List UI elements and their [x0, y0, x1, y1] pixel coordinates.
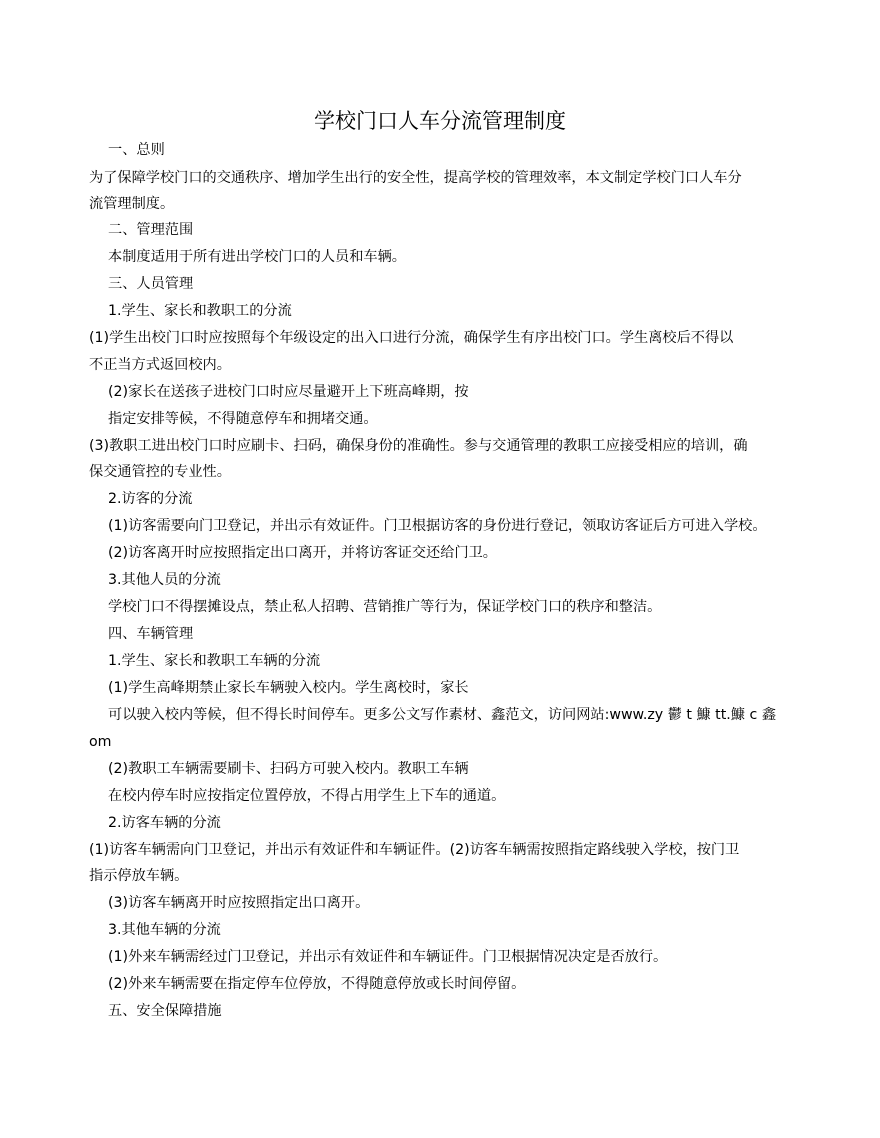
text-line: (2)外来车辆需要在指定停车位停放，不得随意停放或长时间停留。: [108, 976, 526, 992]
text-line: 五、安全保障措施: [108, 1003, 222, 1019]
text-line: 学校门口不得摆摊设点，禁止私人招聘、营销推广等行为，保证学校门口的秩序和整洁。: [108, 599, 662, 615]
text-line: 3.其他车辆的分流: [108, 922, 221, 938]
text-line: 指示停放车辆。: [89, 868, 189, 884]
text-line: 不正当方式返回校内。: [89, 357, 231, 373]
text-line: (2)教职工车辆需要刷卡、扫码方可驶入校内。教职工车辆: [108, 761, 469, 777]
text-line: (1)学生出校门口时应按照每个年级设定的出入口进行分流，确保学生有序出校门口。学生离校后不得以: [89, 330, 734, 346]
text-line: 四、车辆管理: [108, 626, 194, 642]
text-line: 一、总则: [108, 142, 165, 158]
text-line: 二、管理范围: [108, 222, 194, 238]
text-line: (3)教职工进出校门口时应刷卡、扫码，确保身份的准确性。参与交通管理的教职工应接受相应的培训，确: [89, 438, 748, 454]
text-line: 本制度适用于所有进出学校门口的人员和车辆。: [108, 249, 406, 265]
text-line: (1)学生高峰期禁止家长车辆驶入校内。学生离校时，家长: [108, 680, 469, 696]
text-line: (2)家长在送孩子进校门口时应尽量避开上下班高峰期，按: [108, 384, 469, 400]
text-line: (2)访客离开时应按照指定出口离开，并将访客证交还给门卫。: [108, 545, 497, 561]
text-line: 指定安排等候，不得随意停车和拥堵交通。: [108, 411, 378, 427]
text-line: 1.学生、家长和教职工的分流: [108, 303, 292, 319]
text-line: 2.访客车辆的分流: [108, 815, 221, 831]
text-line: 流管理制度。: [89, 196, 175, 212]
text-line: 可以驶入校内等候，但不得长时间停车。更多公文写作素材、鑫范文，访问网站:www.zy 鬱 t 鱇 tt.鱇 c 鑫: [108, 707, 777, 723]
text-line: 为了保障学校门口的交通秩序、增加学生出行的安全性，提高学校的管理效率，本文制定学校门口人车分: [89, 170, 742, 186]
text-line: (3)访客车辆离开时应按照指定出口离开。: [108, 895, 370, 911]
document-title: 学校门口人车分流管理制度: [314, 109, 566, 133]
text-line: 三、人员管理: [108, 276, 194, 292]
text-line: 2.访客的分流: [108, 491, 193, 507]
text-line: (1)访客车辆需向门卫登记，并出示有效证件和车辆证件。(2)访客车辆需按照指定路线驶入学校，按门卫: [89, 842, 740, 858]
text-line: 在校内停车时应按指定位置停放，不得占用学生上下车的通道。: [108, 788, 506, 804]
text-line: (1)访客需要向门卫登记，并出示有效证件。门卫根据访客的身份进行登记，领取访客证后方可进入学校。: [108, 518, 767, 534]
text-line: 1.学生、家长和教职工车辆的分流: [108, 653, 321, 669]
text-line: (1)外来车辆需经过门卫登记，并出示有效证件和车辆证件。门卫根据情况决定是否放行。: [108, 949, 668, 965]
text-line: 3.其他人员的分流: [108, 572, 221, 588]
text-line: om: [89, 734, 112, 750]
text-line: 保交通管控的专业性。: [89, 464, 231, 480]
